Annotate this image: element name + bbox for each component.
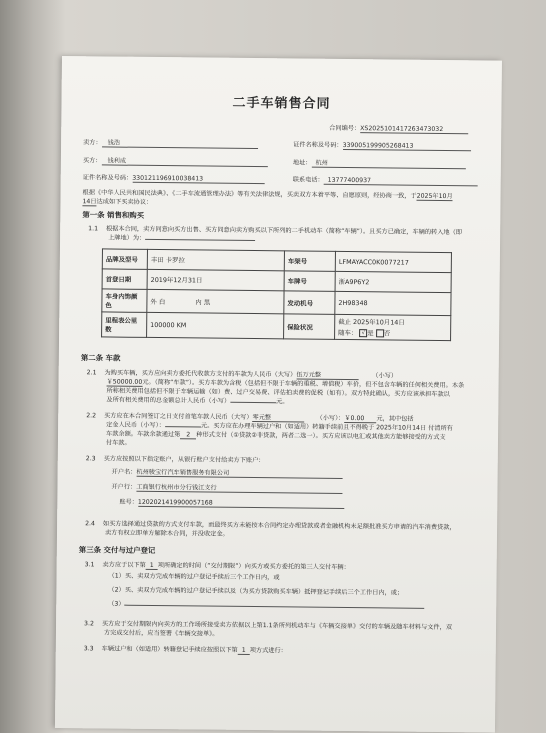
intro-text: 根据《中华人民共和国民法典》、《二手车流通管理办法》等有关法律法规，买卖双方本着平等、自愿原则，经协商一致，于 [82, 189, 417, 200]
clause-1-1-text-2: 上牌地）为： [108, 234, 146, 242]
seller-id-value: 339005199905268413 [343, 142, 471, 151]
buyer-name: 钱利成 [101, 155, 267, 167]
yes-label: 是 [367, 329, 374, 338]
clause-1-1-text: 根据本合同，卖方同意向买方出售、买方同意向卖方购买以下所列的二手机动车（简称“车辆”）。且买方已确定，车辆的转入地（即 [105, 225, 463, 237]
clause-3-2-num: 3.2 [84, 620, 94, 628]
clause-2-1-line4 [106, 394, 288, 405]
clause-2-4-line2: 卖方有权立即单方解除本合同，并没收定金。 [104, 529, 229, 538]
article-2-title: 第二条 车款 [80, 353, 121, 363]
color-exterior: 外 白 [150, 297, 166, 306]
article-1-title: 第一条 销售和购买 [82, 210, 145, 220]
buyer-label: 买方： [82, 157, 102, 165]
buyer-id-row [83, 172, 265, 184]
address-row [293, 157, 466, 169]
clause-2-2-text-e: 车款余额。车款余款通过第 [106, 430, 181, 439]
clause-3-3-text-b: 项方式进行： [249, 646, 287, 655]
engine-value: 2H98348 [335, 291, 451, 315]
insurance-until: 截止 2025年10月14日 [338, 317, 405, 327]
intro-text-2: 达成如下买卖协议： [96, 198, 153, 206]
plate-value: 浙A9P6Y2 [335, 271, 451, 292]
phone-value: 13777400937 [324, 177, 478, 187]
insurance-label: 保险状况 [284, 314, 335, 340]
color-value [147, 289, 284, 313]
brand-value: 丰田 卡罗拉 [147, 249, 284, 270]
clause-3-1-item-3-label: （3） [108, 600, 125, 608]
clause-3-3-text: 车辆过户和（如适用）转籍登记手续应按照以下第 [101, 645, 238, 654]
buyer-id-value: 330121196910038413 [132, 175, 264, 184]
clause-2-1-line3: 所称相关费用包括但不限于车辆运输（如）费、过户交易费、评估拍卖费的促税（如有）。双方特此确认，买方应该承担车款以 [106, 387, 450, 399]
intro-line-2 [82, 196, 152, 207]
clause-3-1-item-3 [108, 599, 424, 611]
account-name-row [112, 467, 343, 479]
insurance-value [335, 314, 451, 340]
clause-2-3-num: 2.3 [85, 455, 96, 463]
color-label: 车身内饰颜色 [102, 289, 147, 312]
seller-id-row [293, 139, 471, 151]
account-no-label: 账号： [119, 498, 138, 506]
contract-paper [55, 56, 502, 733]
clause-3-1-item-1: （1）买、卖双方完成车辆的过户登记手续后三个工作日内，或 [108, 572, 280, 582]
phone-row [293, 174, 478, 186]
clause-2-2-line4: 付车款。 [105, 439, 131, 447]
phone-label: 联系电话： [292, 176, 324, 184]
account-no-value: 1202021419900057168 [138, 499, 344, 509]
contract-number-label: 合同编号： [329, 124, 361, 133]
account-bank-label: 开户行： [111, 483, 137, 491]
seller-label: 卖方： [83, 139, 102, 147]
first-reg-value: 2019年12月31日 [147, 269, 284, 290]
buyer-id-label: 证件名称及号码： [82, 174, 133, 182]
article-3-title: 第三条 交付与过户登记 [78, 545, 156, 556]
clause-2-2-text: 买方应在本合同签订之日支付首笔车款人民币（大写） [104, 412, 253, 422]
brand-label: 品牌及型号 [102, 249, 147, 269]
clause-3-1-option: 1 [146, 562, 158, 570]
clause-2-1-small-label: （小写） [372, 372, 398, 380]
color-interior: 内 黑 [195, 297, 211, 307]
clause-2-2-amount: ￥0.00 [344, 413, 376, 423]
seller-row [83, 137, 258, 149]
clause-3-2-line2: 方完成交付后，应当签署《车辆交接单》。 [103, 629, 219, 638]
clause-2-1-yuan: 元。 [276, 398, 289, 406]
clause-2-2-amount-cn: 零元整 [252, 412, 304, 423]
clause-3-1-item-2: （2）买、卖双方完成车辆的过户登记手续以及（为买方贷款购买车辆）抵押登记手续后三个工作日内，或； [108, 586, 404, 597]
table-row [102, 312, 451, 341]
vehicle-table [101, 248, 452, 341]
address-value: 杭州 [311, 158, 465, 170]
account-name-value: 杭州骏宝行汽车销售服务有限公司 [136, 467, 342, 479]
no-checkbox[interactable] [376, 329, 384, 337]
clause-2-1-text: 为购买车辆，买方应向卖方委托代收款方支付的车款为人民币（大写） [104, 369, 297, 379]
clause-3-3-num: 3.3 [83, 645, 94, 653]
first-reg-label: 首登日期 [102, 269, 147, 289]
clause-2-2-small: （小写）： [316, 414, 345, 422]
clause-1-1-line2 [108, 232, 255, 243]
clause-2-1-amount-cn: 伍万元整 [296, 369, 358, 380]
intro-date: 2025年10月 [416, 192, 453, 201]
mileage-value: 100000 KM [147, 312, 284, 338]
clause-2-1-amount: ￥50000.00 [106, 378, 143, 386]
clause-3-1-text: 卖方应于以下第 [102, 561, 146, 569]
clause-2-2-num: 2.2 [86, 412, 97, 420]
clause-3-3-option: 1 [238, 647, 250, 655]
clause-3-2-text: 买方应于交付期限内向卖方的工作场所接受卖方依据以上第1.1条所列机动车与《车辆交接单》交付的车辆及随车材料与文件，双 [101, 620, 453, 632]
no-label: 否 [383, 329, 391, 338]
address-label: 地址： [292, 159, 312, 167]
vin-value: LFMAYACC0K0077217 [335, 251, 451, 272]
account-bank-row [111, 482, 342, 494]
yes-checkbox[interactable]: √ [359, 329, 367, 337]
clause-2-2-text-b: 元，其中包括 [376, 415, 414, 423]
clause-3-3 [84, 643, 287, 655]
seller-id-label: 证件名称及号码： [293, 141, 343, 149]
clause-2-2-method: 2 [180, 431, 196, 439]
clause-2-2-text-d: 元。买方应在办理车辆过户和（如适用）转籍手续前且不得晚于 2025年10月14日 付清所有 [200, 422, 453, 433]
clause-1-1-num: 1.1 [88, 225, 99, 233]
clause-2-1-num: 2.1 [86, 369, 97, 377]
with-car-label: 随车： [338, 328, 358, 338]
contract-title: 二手车销售合同 [232, 95, 331, 112]
clause-2-2-text-c: 定金人民币（小写）： [106, 421, 165, 430]
clause-2-2-text-f: 种形式支付（①贷款②非贷款，两者二选一）。买方应该以电汇或其他卖方能够接受的方式支 [196, 431, 446, 442]
clause-2-1-text-b: 元。（简称“车款”）。买方车款为含税（包括但不限于车辆的重税、增值税）车价，但不包含车辆的任何相关费用。本条 [142, 378, 465, 390]
buyer-row [83, 155, 268, 167]
seller-name: 钱浩 [102, 137, 258, 149]
clause-2-4-num: 2.4 [85, 520, 95, 528]
vin-label: 车架号 [284, 251, 335, 272]
clause-2-1-text-d: 及所有相关费用的总金额总计人民币（小写） [106, 396, 231, 405]
engine-label: 发动机号 [284, 291, 335, 315]
contract-number-value: XS20251014172634730​32 [360, 125, 468, 134]
contract-number-row [329, 123, 468, 134]
clause-2-3 [86, 453, 265, 464]
account-name-label: 开户名： [111, 468, 137, 476]
clause-2-3-text: 买方应按照以下指定账户，从银行账户支付给卖方下账户： [103, 455, 265, 465]
mileage-label: 里程表公里数 [102, 312, 147, 337]
clause-3-1-text-b: 项所确定的时间（“交付期限”）向买方或买方委托的第三人交付车辆： [157, 562, 350, 572]
plate-label: 车牌号 [284, 271, 335, 292]
clause-3-1-num: 3.1 [84, 561, 95, 569]
clause-2-4-text: 如买方选择通过贷款的方式支付车款，而最终买方未能按本合同约定办理贷款或者金融机构未足额批准买方申请的汽车消费贷款， [102, 520, 456, 532]
account-no-row [119, 497, 344, 509]
with-car-row [338, 328, 447, 338]
intro-day: 14日 [82, 198, 97, 206]
account-bank-value: 工商银行杭州市分行钱江支行 [136, 482, 342, 494]
